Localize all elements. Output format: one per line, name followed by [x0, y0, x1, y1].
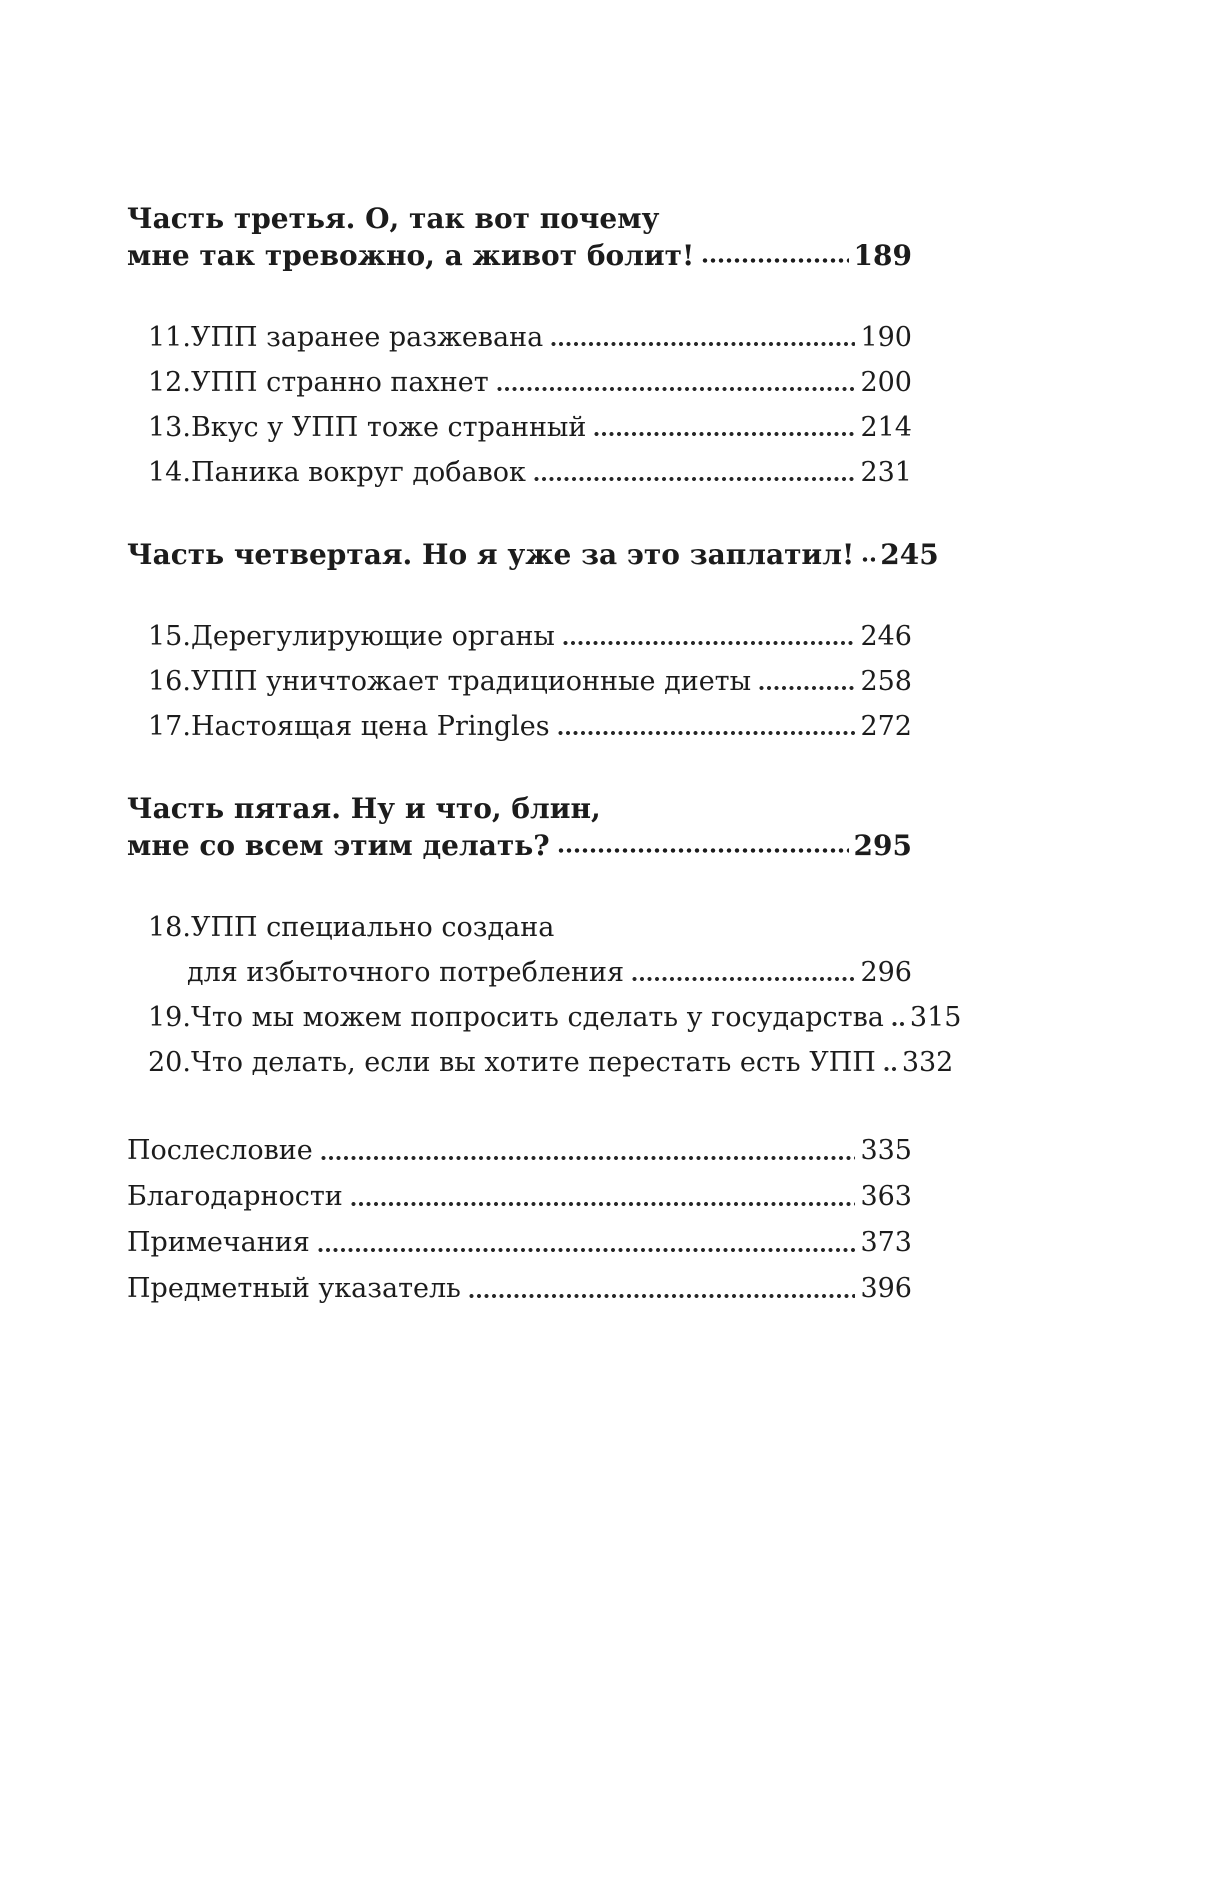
page-number: 189: [853, 239, 912, 272]
toc-entry: [148, 614, 912, 659]
dot-leader: [593, 432, 855, 436]
chapter-title: Что мы можем попросить сделать у государства: [190, 1002, 884, 1033]
chapter-title: УПП странно пахнет: [190, 367, 489, 398]
chapter-title: Дерегулирующие органы: [190, 621, 555, 652]
dot-leader: [317, 1248, 856, 1252]
page-number: 245: [880, 538, 939, 571]
part-title-row: [127, 536, 939, 573]
chapter-title: Паника вокруг добавок: [190, 457, 526, 488]
chapter-title: Что делать, если вы хотите перестать есть УПП: [190, 1047, 876, 1078]
chapter-number: 16.: [148, 666, 191, 697]
dot-leader: [883, 1067, 897, 1071]
back-matter: [127, 1128, 912, 1312]
dot-leader: [891, 1022, 905, 1026]
page-number: 363: [860, 1181, 912, 1212]
chapter-number: 13.: [148, 412, 191, 443]
chapter-title-line-1: УПП специально создана: [190, 912, 555, 943]
part-5-chapters: [148, 905, 962, 1085]
part-title-line-2: мне так тревожно, а живот болит!: [127, 239, 695, 272]
dot-leader: [861, 557, 875, 562]
toc-entry: [148, 905, 912, 995]
dot-leader: [350, 1202, 856, 1206]
chapter-number: 12.: [148, 367, 191, 398]
back-matter-title: Послесловие: [127, 1135, 313, 1166]
toc-entry: [148, 360, 912, 405]
dot-leader: [562, 641, 856, 645]
page-number: 231: [860, 457, 912, 488]
part-title-line-1: Часть четвертая. Но я уже за это заплатил!: [127, 538, 855, 571]
chapter-number: 17.: [148, 711, 191, 742]
page-number: 396: [860, 1273, 912, 1304]
chapter-number: 20.: [148, 1047, 191, 1078]
page-number: 295: [853, 829, 912, 862]
dot-leader: [631, 977, 855, 981]
dot-leader: [496, 387, 856, 391]
page-number: 315: [909, 1002, 962, 1033]
chapter-title: Настоящая цена Pringles: [190, 711, 550, 742]
chapter-title-row: [187, 950, 912, 995]
page-number: 258: [860, 666, 912, 697]
chapter-number: 14.: [148, 457, 191, 488]
back-matter-title: Благодарности: [127, 1181, 343, 1212]
page-number: 190: [860, 322, 912, 353]
page-number: 296: [860, 957, 912, 988]
dot-leader: [758, 686, 855, 690]
part-title-row: [127, 827, 912, 864]
toc-entry: [127, 1220, 912, 1266]
toc-entry: [148, 704, 912, 749]
chapter-number: 18.: [148, 912, 191, 943]
back-matter-title: Предметный указатель: [127, 1273, 461, 1304]
dot-leader: [557, 848, 849, 853]
toc-entry: [148, 450, 912, 495]
toc-entry: [127, 1266, 912, 1312]
chapter-title: УПП уничтожает традиционные диеты: [190, 666, 752, 697]
part-5-heading: [127, 790, 912, 864]
dot-leader: [533, 477, 856, 481]
page-number: 246: [860, 621, 912, 652]
chapter-number: 19.: [148, 1002, 191, 1033]
part-3-chapters: [148, 315, 912, 495]
chapter-number: 15.: [148, 621, 191, 652]
dot-leader: [550, 342, 855, 346]
page-number: 214: [860, 412, 912, 443]
page-number: 332: [901, 1047, 954, 1078]
page-number: 335: [860, 1135, 912, 1166]
toc-entry: [148, 405, 912, 450]
page-number: 373: [860, 1227, 912, 1258]
chapter-title: УПП заранее разжевана: [190, 322, 544, 353]
toc-entry: [148, 315, 912, 360]
chapter-number: 11.: [148, 322, 191, 353]
toc-entry: [148, 995, 962, 1040]
dot-leader: [557, 731, 856, 735]
chapter-title-line-2: для избыточного потребления: [187, 957, 624, 988]
part-4-chapters: [148, 614, 912, 749]
page-number: 272: [860, 711, 912, 742]
chapter-title-row: [148, 905, 912, 950]
toc-entry: [127, 1128, 912, 1174]
part-title-line-1: Часть третья. О, так вот почему: [127, 202, 660, 235]
toc-entry: [148, 1040, 954, 1085]
dot-leader: [701, 258, 848, 263]
page-number: 200: [860, 367, 912, 398]
part-4-heading: [127, 536, 939, 573]
part-title-row: [127, 237, 912, 274]
dot-leader: [320, 1156, 856, 1160]
dot-leader: [468, 1294, 856, 1298]
chapter-title: Вкус у УПП тоже странный: [190, 412, 587, 443]
part-3-heading: [127, 200, 912, 274]
toc-entry: [127, 1174, 912, 1220]
back-matter-title: Примечания: [127, 1227, 310, 1258]
part-title-line-2: мне со всем этим делать?: [127, 829, 550, 862]
part-title-line-1: Часть пятая. Ну и что, блин,: [127, 792, 601, 825]
toc-entry: [148, 659, 912, 704]
